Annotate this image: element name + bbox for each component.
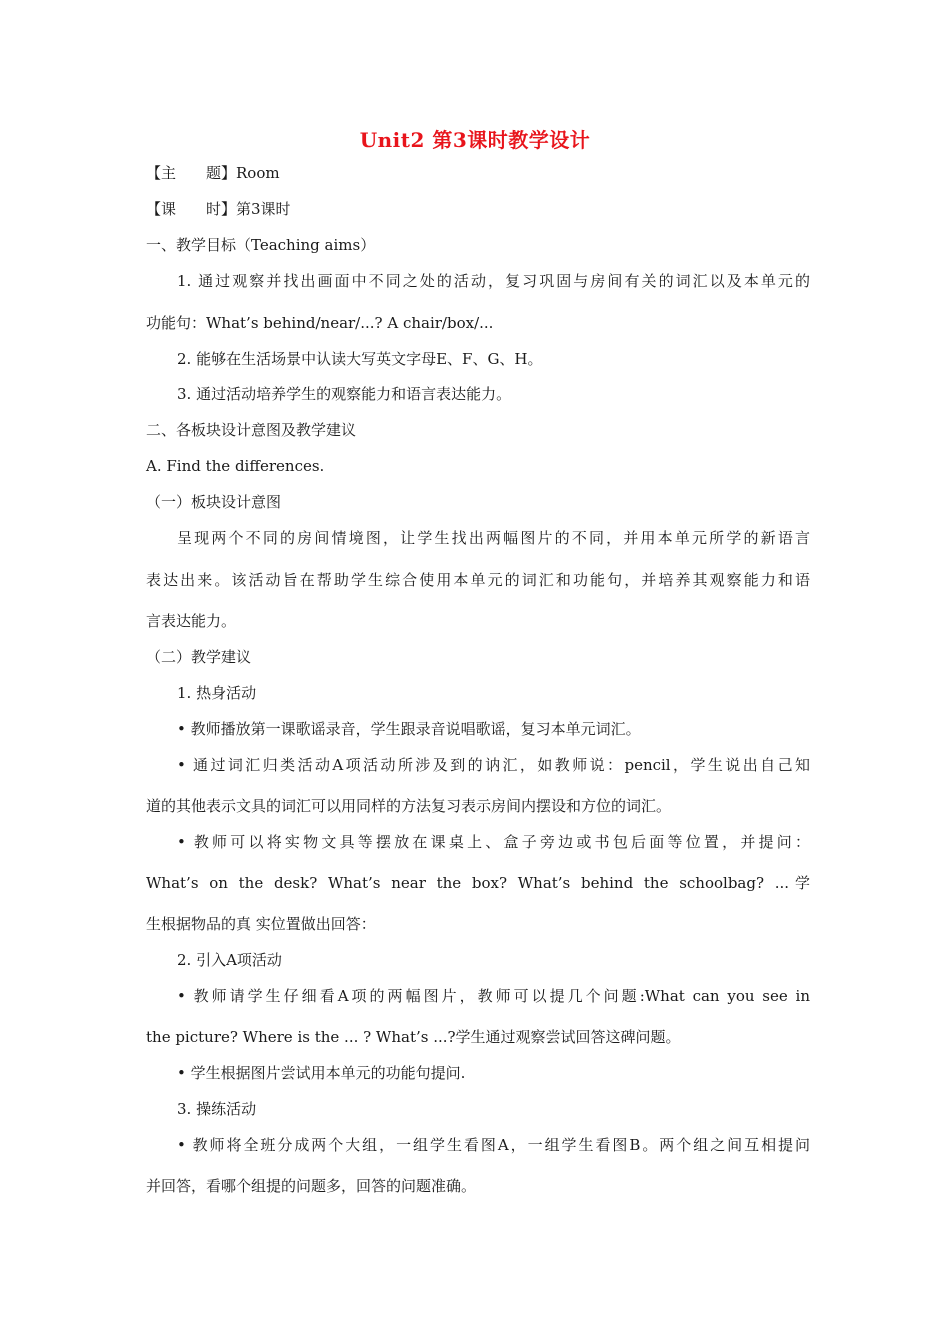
subsection-a: A. Find the differences.: [146, 457, 325, 475]
aim-1-line-1: 1. 通过观察并找出画面中不同之处的活动，复习巩固与房间有关的词汇以及本单元的: [177, 272, 810, 290]
step-3-bullet-1-line-2: 并回答，看哪个组提的问题多，回答的问题准确。: [146, 1177, 477, 1195]
intent-para-line-2: 表达出来。该活动旨在帮助学生综合使用本单元的词汇和功能句，并培养其观察能力和语: [146, 571, 810, 589]
step-1-bullet-2-line-2: 道的其他表示文具的词汇可以用同样的方法复习表示房间内摆设和方位的词汇。: [146, 797, 672, 815]
step-1-bullet-3-line-3: 生根据物品的真 实位置做出回答：: [146, 915, 376, 933]
meta-topic-open: 【主: [146, 164, 177, 182]
meta-topic-close: 题】Room: [206, 164, 280, 182]
step-2-heading: 2. 引入A项活动: [177, 951, 282, 969]
subheading-intent: （一）板块设计意图: [146, 493, 282, 511]
meta-period: [146, 199, 810, 219]
meta-topic: [146, 163, 810, 183]
step-3-bullet-1-line-1: • 教师将全班分成两个大组，一组学生看图A，一组学生看图B。两个组之间互相提问: [177, 1136, 810, 1154]
intent-para-line-3: 言表达能力。: [146, 612, 237, 630]
meta-period-open: 【课: [146, 200, 177, 218]
subheading-suggestions: （二）教学建议: [146, 648, 252, 666]
step-2-bullet-2: • 学生根据图片尝试用本单元的功能句提问.: [177, 1064, 466, 1082]
document-title: Unit2 第3课时教学设计: [359, 128, 591, 152]
step-1-bullet-3-line-2: What’s on the desk? What’s near the box? What’s behind the schoolbag? ...学: [146, 874, 810, 892]
intent-para-line-1: 呈现两个不同的房间情境图，让学生找出两幅图片的不同，并用本单元所学的新语言: [177, 529, 810, 547]
step-2-bullet-1-line-2: the picture? Where is the ... ? What’s ...?学生通过观察尝试回答这碑问题。: [146, 1028, 681, 1046]
step-1-bullet-3-line-1: • 教师可以将实物文具等摆放在课桌上、盒子旁边或书包后面等位置，并提问：: [177, 833, 810, 851]
aim-1-line-2: 功能句：What’s behind/near/...? A chair/box/...: [146, 314, 494, 332]
meta-period-close: 时】第3课时: [206, 200, 291, 218]
step-3-heading: 3. 操练活动: [177, 1100, 257, 1118]
step-1-bullet-2-line-1: • 通过词汇归类活动A项活动所涉及到的讷汇，如教师说：pencil，学生说出自己知: [177, 756, 810, 774]
step-1-heading: 1. 热身活动: [177, 684, 257, 702]
aim-2: 2. 能够在生活场景中认读大写英文字母E、F、G、H。: [177, 350, 543, 368]
section-heading-aims: 一、教学目标（Teaching aims）: [146, 236, 376, 254]
step-1-bullet-1: • 教师播放第一课歌谣录音，学生跟录音说唱歌谣，复习本单元词汇。: [177, 720, 641, 738]
step-2-bullet-1-line-1: • 教师请学生仔细看A项的两幅图片，教师可以提几个问题:What can you see in: [177, 987, 810, 1005]
section-heading-design: 二、各板块设计意图及教学建议: [146, 421, 357, 439]
aim-3: 3. 通过活动培养学生的观察能力和语言表达能力。: [177, 385, 512, 403]
